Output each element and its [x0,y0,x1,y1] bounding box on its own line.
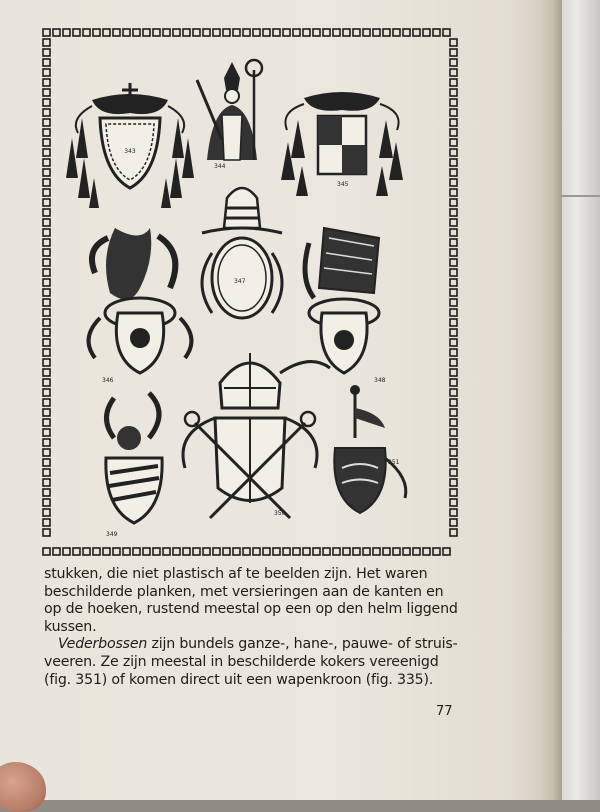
border-square [103,548,110,555]
border-square [103,29,110,36]
border-square [63,548,70,555]
border-square [43,119,50,126]
border-square [43,89,50,96]
border-square [353,548,360,555]
term-vederbossen: Vederbossen [58,636,148,653]
border-square [450,129,457,136]
figure-label-344: 344 [214,163,226,170]
border-square [450,239,457,246]
border-square [450,219,457,226]
border-square [43,179,50,186]
border-square [333,29,340,36]
figure-label-349: 349 [106,531,118,538]
border-square [43,529,50,536]
border-square [193,548,200,555]
border-square [450,249,457,256]
border-square [43,379,50,386]
border-square [450,49,457,56]
border-square [113,548,120,555]
border-square [73,29,80,36]
border-square [450,529,457,536]
border-square [343,29,350,36]
heraldry-plate [42,28,458,556]
border-square [133,29,140,36]
border-square [43,269,50,276]
border-square [43,519,50,526]
border-square [133,548,140,555]
border-square [450,59,457,66]
border-square [43,429,50,436]
border-square [43,339,50,346]
figure-label-345: 345 [337,181,349,188]
border-square [450,209,457,216]
border-square [83,29,90,36]
border-square [43,79,50,86]
border-square [450,369,457,376]
border-square [43,548,50,555]
border-square [173,29,180,36]
border-square [263,29,270,36]
border-square [450,229,457,236]
border-square [433,29,440,36]
border-square [383,29,390,36]
border-square [450,269,457,276]
border-square [123,29,130,36]
border-square [450,339,457,346]
border-square [223,29,230,36]
border-square [450,349,457,356]
border-square [273,29,280,36]
page-edge [540,0,562,800]
border-square [450,399,457,406]
border-square [153,548,160,555]
border-square [450,489,457,496]
border-square [450,309,457,316]
border-square [383,548,390,555]
border-square [213,548,220,555]
border-square [450,319,457,326]
border-square [423,29,430,36]
border-square [253,548,260,555]
border-square [43,149,50,156]
border-square [303,29,310,36]
border-square [43,229,50,236]
border-square [143,29,150,36]
border-square [243,29,250,36]
border-square [73,548,80,555]
paragraph-1: stukken, die niet plastisch af te beelden zijn. Het waren beschilderde planken, met versieringen aan de kanten en op de hoeken, rustend meestal op een op den helm liggend kussen. [44,566,458,635]
figure-label-346: 346 [102,377,114,384]
border-square [43,399,50,406]
border-square [450,39,457,46]
border-square [393,29,400,36]
border-square [43,69,50,76]
border-square [373,29,380,36]
border-square [450,119,457,126]
border-square [393,548,400,555]
border-square [43,209,50,216]
figure-label-347: 347 [234,278,246,285]
border-square [373,548,380,555]
border-square [43,219,50,226]
border-square [43,39,50,46]
paragraph-2 [44,636,464,689]
border-square [43,49,50,56]
border-square [43,129,50,136]
border-square [450,149,457,156]
border-square [450,439,457,446]
border-square [43,299,50,306]
border-square [450,109,457,116]
background-surface [560,0,600,800]
border-square [43,239,50,246]
border-square [203,29,210,36]
border-square [43,359,50,366]
border-square [450,69,457,76]
border-square [353,29,360,36]
border-square [450,469,457,476]
border-square [43,289,50,296]
border-square [450,329,457,336]
wing-crest-helm-icon [305,228,386,384]
border-square [43,349,50,356]
border-square [450,519,457,526]
border-square [450,259,457,266]
border-square [253,29,260,36]
border-square [413,548,420,555]
border-square [450,159,457,166]
border-square [273,548,280,555]
border-square [113,29,120,36]
border-square [403,548,410,555]
border-square [43,389,50,396]
bishop-saint-icon [197,60,262,170]
border-square [193,29,200,36]
border-square [413,29,420,36]
border-square [183,548,190,555]
border-square [293,548,300,555]
border-square [450,179,457,186]
border-square [303,548,310,555]
border-square [343,548,350,555]
cardinal-arms-icon [66,83,194,208]
border-square [450,279,457,286]
border-square [43,459,50,466]
figure-label-343: 343 [124,148,136,155]
border-square [43,329,50,336]
border-square [163,548,170,555]
border-square [43,249,50,256]
border-square [263,548,270,555]
border-square [333,548,340,555]
border-square [283,548,290,555]
border-square [43,499,50,506]
archbishop-arms-icon [281,92,403,196]
feather-crest-arms-icon [334,385,406,513]
border-square [43,369,50,376]
border-square [43,279,50,286]
border-square [450,449,457,456]
border-square [293,29,300,36]
horned-crest-arms-icon [106,393,162,538]
border-square [443,548,450,555]
border-square [450,299,457,306]
border-square [43,259,50,266]
border-square [43,409,50,416]
border-square [143,548,150,555]
border-square [450,79,457,86]
papal-tiara-arms-icon [202,188,282,318]
border-square [403,29,410,36]
border-square [43,199,50,206]
border-square [450,89,457,96]
border-square [363,29,370,36]
mitre-crossed-croziers-icon [183,353,330,518]
border-square [450,359,457,366]
border-square [450,429,457,436]
border-square [43,479,50,486]
body-text [44,566,464,689]
border-square [313,548,320,555]
figure-label-351: 351 [388,459,400,466]
border-square [450,379,457,386]
border-square [283,29,290,36]
border-square [450,99,457,106]
border-square [53,29,60,36]
border-square [363,548,370,555]
border-square [203,548,210,555]
figure-label-348: 348 [374,377,386,384]
border-square [93,548,100,555]
border-square [83,548,90,555]
border-square [450,389,457,396]
border-square [213,29,220,36]
border-square [63,29,70,36]
paragraph-2-text: zijn bundels ganze-, hane-, pauwe- of struis-veeren. Ze zijn meestal in beschilderde kokers vereenigd (fig. 351) of komen direct uit een wapenkroon (fig. 335). [44,636,458,688]
border-square [313,29,320,36]
border-square [43,189,50,196]
border-square [53,548,60,555]
border-square [450,479,457,486]
border-square [450,419,457,426]
border-square [443,29,450,36]
border-square [223,548,230,555]
border-square [450,509,457,516]
border-square [450,499,457,506]
page-number: 77 [436,704,453,719]
border-square [433,548,440,555]
border-square [450,189,457,196]
border-square [233,548,240,555]
border-square [163,29,170,36]
border-square [450,169,457,176]
border-square [43,439,50,446]
border-square [43,99,50,106]
border-square [450,409,457,416]
border-square [43,169,50,176]
border-square [43,59,50,66]
border-square [43,509,50,516]
border-square [43,109,50,116]
border-square [43,449,50,456]
border-square [450,289,457,296]
border-square [323,548,330,555]
figure-label-350: 350 [274,510,286,517]
border-square [153,29,160,36]
border-square [450,459,457,466]
border-square [123,548,130,555]
border-square [43,419,50,426]
border-square [323,29,330,36]
border-square [43,469,50,476]
border-square [93,29,100,36]
border-square [43,29,50,36]
border-square [233,29,240,36]
border-square [43,159,50,166]
border-square [43,139,50,146]
eagle-crest-helm-icon [89,228,192,384]
border-square [173,548,180,555]
border-square [43,309,50,316]
border-square [43,319,50,326]
border-square [243,548,250,555]
border-square [43,489,50,496]
border-square [183,29,190,36]
border-square [423,548,430,555]
border-square [450,199,457,206]
border-square [450,139,457,146]
plate-illustrations [42,28,458,556]
